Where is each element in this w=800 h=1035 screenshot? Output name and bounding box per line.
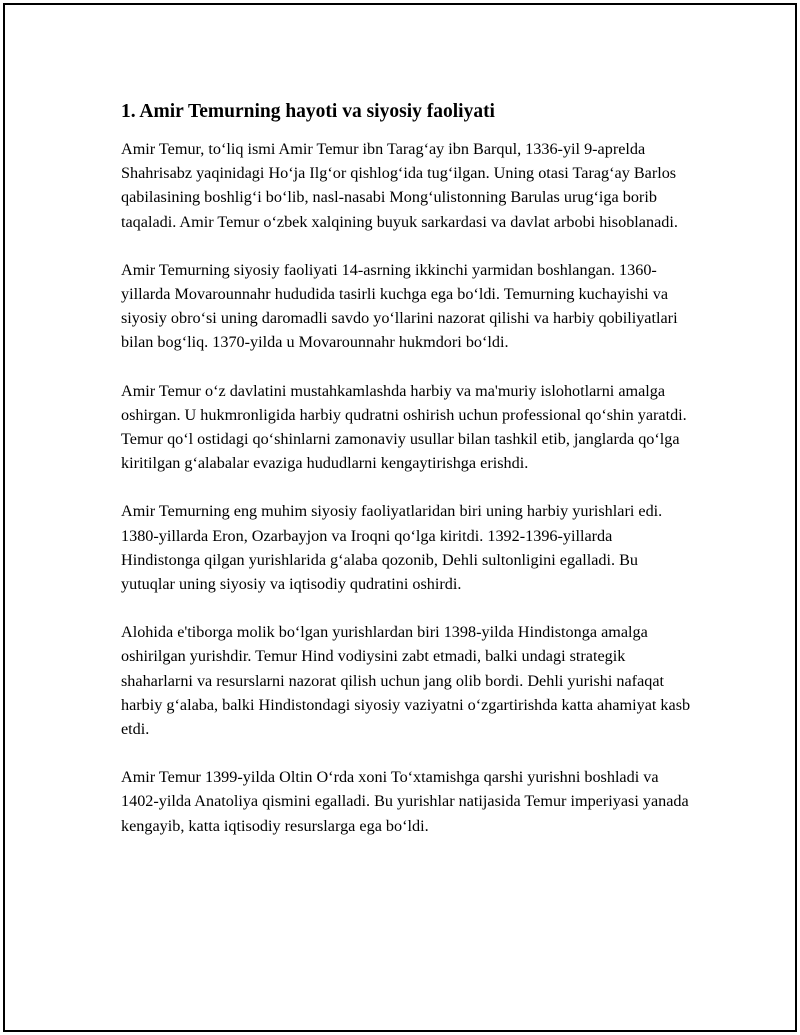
document-body xyxy=(121,99,693,862)
paragraph-5: Alohida e'tiborga molik bo‘lgan yurishlardan biri 1398-yilda Hindistonga amalga oshirilgan yurishdir. Temur Hind vodiysini zabt etmadi, balki undagi strategik shaharlarni va resurslarni nazorat qilish uchun jang olib bordi. Dehli yurishi nafaqat harbiy g‘alaba, balki Hindistondagi siyosiy vaziyatni o‘zgartirishda katta ahamiyat kasb etdi. xyxy=(121,623,691,739)
paragraph-3: Amir Temur o‘z davlatini mustahkamlashda harbiy va ma'muriy islohotlarni amalga oshirgan. U hukmronligida harbiy qudratni oshirish uchun professional qo‘shin yaratdi. Temur qo‘l ostidagi qo‘shinlarni zamonaviy usullar bilan tashkil etib, janglarda qo‘lga kiritilgan g‘alabalar evaziga hududlarni kengaytirishga erishdi. xyxy=(121,381,687,473)
paragraph-2: Amir Temurning siyosiy faoliyati 14-asrning ikkinchi yarmidan boshlangan. 1360-yillarda Movarounnahr hududida tasirli kuchga ega bo‘ldi. Temurning kuchayishi va siyosiy obro‘si uning daromadli savdo yo‘llarini nazorat qilishi va harbiy qobiliyatlari bilan bog‘liq. 1370-yilda u Movarounnahr hukmdori bo‘ldi. xyxy=(121,260,678,352)
paragraph-4: Amir Temurning eng muhim siyosiy faoliyatlaridan biri uning harbiy yurishlari edi. 1380-yillarda Eron, Ozarbayjon va Iroqni qo‘lga kiritdi. 1392-1396-yillarda Hindistonga qilgan yurishlarida g‘alaba qozonib, Dehli sultonligini egalladi. Bu yutuqlar uning siyosiy va iqtisodiy qudratini oshirdi. xyxy=(121,502,663,594)
paragraph-6: Amir Temur 1399-yilda Oltin O‘rda xoni To‘xtamishga qarshi yurishni boshladi va 1402-yilda Anatoliya qismini egalladi. Bu yurishlar natijasida Temur imperiyasi yanada kengayib, katta iqtisodiy resurslarga ega bo‘ldi. xyxy=(121,768,689,835)
page-frame xyxy=(3,3,797,1032)
section-heading: 1. Amir Temurning hayoti va siyosiy faoliyati xyxy=(121,101,495,122)
paragraph-1: Amir Temur, to‘liq ismi Amir Temur ibn Tarag‘ay ibn Barqul, 1336-yil 9-aprelda Shahrisabz yaqinidagi Ho‘ja Ilg‘or qishlog‘ida tug‘ilgan. Uning otasi Tarag‘ay Barlos qabilasining boshlig‘i bo‘lib, nasl-nasabi Mong‘ulistonning Barulas urug‘iga borib taqaladi. Amir Temur o‘zbek xalqining buyuk sarkardasi va davlat arbobi hisoblanadi. xyxy=(121,140,678,231)
